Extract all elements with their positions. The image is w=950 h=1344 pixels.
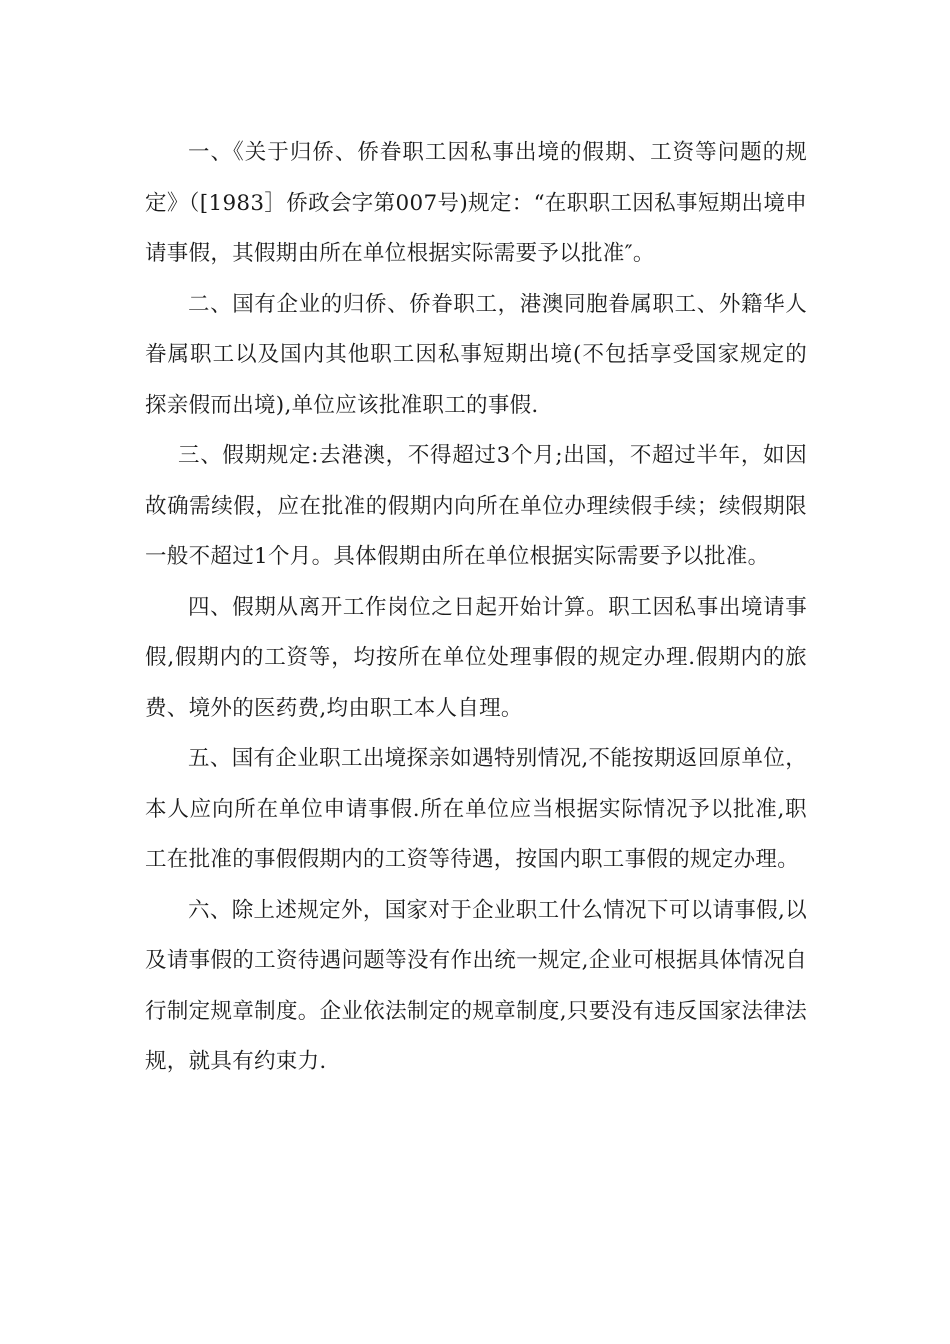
- paragraph-3: 三、假期规定:去港澳，不得超过3个月;出国，不超过半年，如因故确需续假，应在批准的假期内向所在单位办理续假手续；续假期限一般不超过1个月。具体假期由所在单位根据实际需要予以批准。: [145, 443, 807, 569]
- paragraph-6: 六、除上述规定外，国家对于企业职工什么情况下可以请事假,以及请事假的工资待遇问题等没有作出统一规定,企业可根据具体情况自行制定规章制度。企业依法制定的规章制度,只要没有违反国家法律法规，就具有约束力.: [145, 897, 807, 1074]
- paragraph-2: 二、国有企业的归侨、侨眷职工，港澳同胞眷属职工、外籍华人眷属职工以及国内其他职工因私事短期出境(不包括享受国家规定的探亲假而出境),单位应该批准职工的事假.: [145, 291, 807, 418]
- document-body: [145, 128, 807, 1088]
- paragraph-1: 一、《关于归侨、侨眷职工因私事出境的假期、工资等问题的规定》（[1983］侨政会字第007号)规定：“在职职工因私事短期出境申请事假，其假期由所在单位根据实际需要予以批准″。: [145, 140, 807, 266]
- paragraph-4: 四、假期从离开工作岗位之日起开始计算。职工因私事出境请事假,假期内的工资等，均按所在单位处理事假的规定办理.假期内的旅费、境外的医药费,均由职工本人自理。: [145, 594, 807, 721]
- paragraph-5: 五、国有企业职工出境探亲如遇特别情况,不能按期返回原单位，本人应向所在单位申请事假.所在单位应当根据实际情况予以批准,职工在批准的事假假期内的工资等待遇，按国内职工事假的规定办理。: [145, 746, 807, 872]
